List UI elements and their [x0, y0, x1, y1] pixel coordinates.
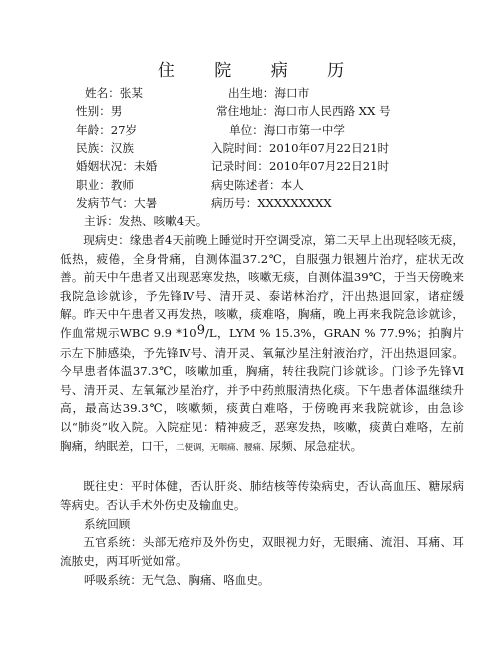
occupation: 职业：教师	[76, 178, 134, 192]
present-illness	[60, 231, 464, 457]
info-row-3	[0, 121, 502, 139]
ent-system: 五官系统：头部无疮疖及外伤史，双眼视力好，无眼痛、流泪、耳痛、耳流脓史，两耳听觉如常。	[60, 535, 464, 568]
respiratory-system: 呼吸系统：无气急、胸痛、咯血史。	[84, 573, 270, 587]
ethnicity: 民族：汉族	[76, 141, 134, 155]
system-review-heading: 系统回顾	[84, 517, 131, 531]
onset-season: 发病节气：大暑	[76, 196, 158, 210]
info-row-7	[0, 194, 502, 212]
patient-sex: 性别：男	[76, 104, 123, 118]
birthplace: 出生地：海口市	[228, 86, 310, 100]
patient-name: 姓名：张某	[85, 86, 143, 100]
present-illness-text-3: 尿频、尿急症状。	[269, 438, 363, 453]
patient-age: 年龄：27岁	[76, 123, 138, 137]
info-row-4	[0, 139, 502, 157]
info-row-5	[0, 157, 502, 175]
employer: 单位：海口市第一中学	[229, 123, 345, 137]
exponent: 9	[196, 322, 205, 338]
record-time: 记录时间：2010年07月22日21时	[211, 159, 390, 173]
past-history: 既往史：平时体健，否认肝炎、肺结核等传染病史，否认高血压、糖尿病等病史。否认手术外伤史及输血史。	[60, 479, 464, 512]
home-address: 常住地址：海口市人民西路 XX 号	[216, 104, 391, 118]
present-illness-small-text: 二便调，无咽痛、腰痛、	[175, 442, 270, 453]
page-title: 住 院 病 历	[157, 61, 362, 81]
case-number: 病历号：XXXXXXXXX	[211, 196, 332, 210]
chief-complaint: 主诉：发热、咳嗽4天。	[84, 214, 208, 228]
marital-status: 婚姻状况：未婚	[76, 159, 158, 173]
history-narrator: 病史陈述者：本人	[211, 178, 304, 192]
present-illness-text-1: 现病史：缘患者4天前晚上睡觉时开空调受凉，第二天早上出现轻咳无痰，低热，疲倦，全身骨痛，自测体温37.2℃，自服强力银翘片治疗，症状无改善。前天中午患者又出现恶寒发热，咳嗽无痰，自测体温39℃，于当天傍晚来我院急诊就诊，予先锋Ⅳ号、清开灵、泰诺林治疗，汗出热退回家，诸症缓解。昨天中午患者又再发热，咳嗽，痰难咯，胸痛，晚上再来我院急诊就诊，作血常规示WBC 9.9 *10	[60, 233, 464, 340]
info-row-2	[0, 102, 502, 120]
info-row-1	[0, 84, 502, 102]
info-row-6	[0, 176, 502, 194]
admission-time: 入院时间：2010年07月22日21时	[211, 141, 390, 155]
present-illness-text-2: /L，LYM % 15.3%，GRAN % 77.9%；拍胸片示左下肺感染，予先锋Ⅳ号、清开灵、氧氟沙星注射液治疗，汗出热退回家。今早患者体温37.3℃，咳嗽加重，胸痛，转往我院门诊就诊。门诊予先锋Ⅵ号、清开灵、左氧氟沙星治疗，并予中药煎服清热化痰。下午患者体温继续升高，最高达39.3℃，咳嗽频，痰黄白难咯，于傍晚再来我院就诊，由急诊以“肺炎”收入院。入院症见：精神疲乏，恶寒发热，咳嗽，痰黄白难咯，左前胸痛，纳眠差，口干，	[60, 325, 465, 453]
